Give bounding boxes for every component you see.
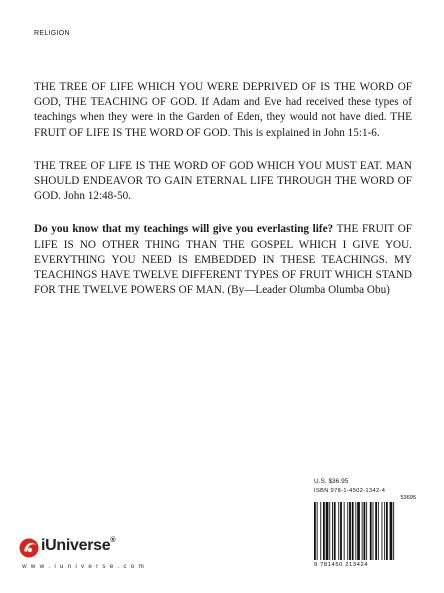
paragraph-3-rest: THE FRUIT OF LIFE IS NO OTHER THING THAN THE GOSPEL WHICH I GIVE YOU. EVERYTHING YOU NEED IS EMBEDDED IN THESE TEACHINGS. MY TEACHINGS HAVE TWELVE DIFFERENT TYPES OF FRUIT WHICH STAND FOR THE TWELVE POWERS OF MAN. (By—Leader Olumba Olumba Obu) <box>34 223 412 297</box>
iuniverse-swirl-icon <box>18 535 40 559</box>
publisher-name-text: iUniverse <box>41 537 111 554</box>
isbn-label: ISBN 978-1-4502-1342-4 <box>314 488 386 494</box>
paragraph-2: THE TREE OF LIFE IS THE WORD OF GOD WHICH YOU MUST EAT. MAN SHOULD ENDEAVOR TO GAIN ETERNAL LIFE THROUGH THE WORD OF GOD. John 12:48-50. <box>34 159 412 203</box>
barcode-icon <box>314 502 416 560</box>
publisher-name <box>41 537 115 555</box>
publisher-url: w w w . i u n i v e r s e . c o m <box>22 563 146 570</box>
barcode-block <box>312 486 418 572</box>
registered-mark: ® <box>110 537 116 544</box>
back-cover-text <box>34 80 412 316</box>
barcode-number: 9 781450 213424 <box>314 562 369 568</box>
paragraph-1: THE TREE OF LIFE WHICH YOU WERE DEPRIVED OF IS THE WORD OF GOD, THE TEACHING OF GOD. If Adam and Eve had received these types of teachings when they were in the Garden of Eden, they would not have died. THE FRUIT OF LIFE IS THE WORD OF GOD. This is explained in John 15:1-6. <box>34 81 412 139</box>
paragraph-3 <box>34 222 412 298</box>
barcode-price-code: 53695 <box>400 495 416 501</box>
publisher-logo <box>18 535 148 575</box>
price-label: U.S. $36.95 <box>314 478 349 485</box>
paragraph-3-bold: Do you know that my teachings will give you everlasting life? <box>34 223 334 236</box>
category-label: RELIGION <box>34 30 70 37</box>
